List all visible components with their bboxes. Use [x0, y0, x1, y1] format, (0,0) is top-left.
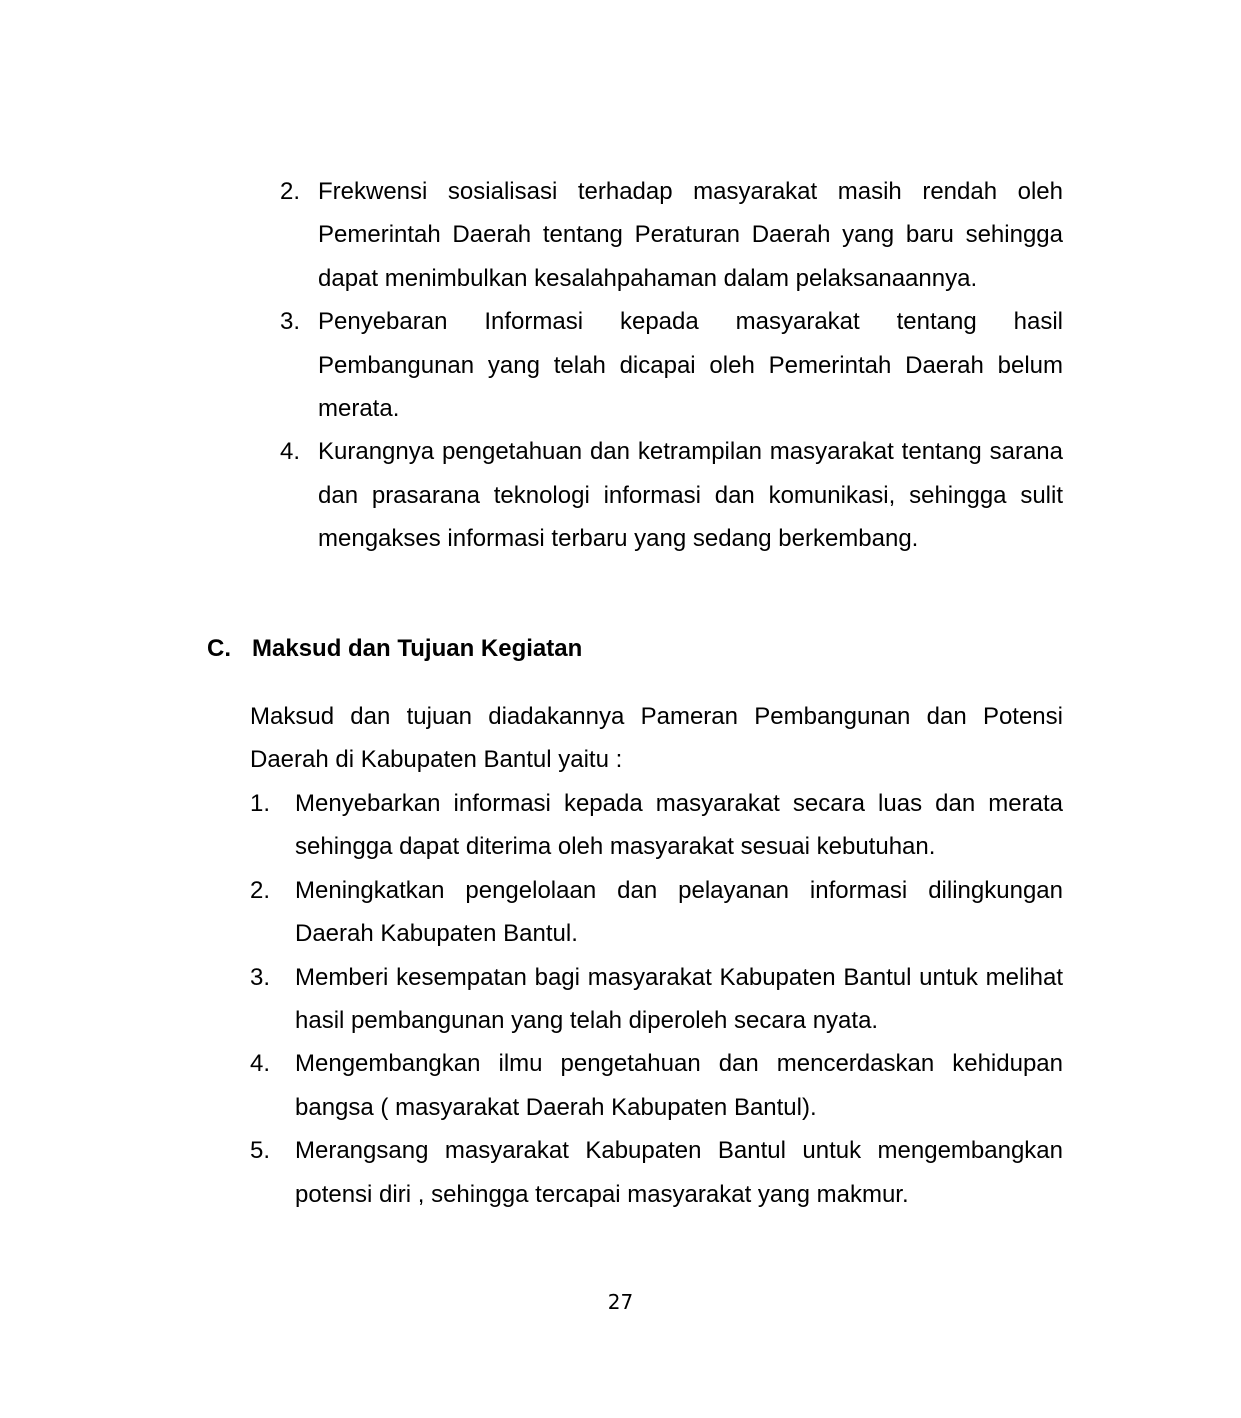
list-item-number: 1. [250, 790, 271, 817]
list-item [280, 430, 1063, 560]
list-item-text: Frekwensi sosialisasi terhadap masyarakat masih rendah oleh Pemerintah Daerah tentang Peraturan Daerah yang baru sehingga dapat menimbulkan kesalahpahaman dalam pelaksanaannya. [318, 178, 1063, 292]
list-item [250, 782, 1063, 869]
list-item [280, 300, 1063, 430]
list-item [250, 956, 1063, 1043]
list-item-number: 5. [250, 1137, 271, 1165]
list-item-number: 4. [280, 438, 301, 466]
list-item-text: Mengembangkan ilmu pengetahuan dan mencerdaskan kehidupan bangsa ( masyarakat Daerah Kabupaten Bantul). [295, 1050, 1063, 1121]
list-item [250, 1042, 1063, 1129]
list-item-text: Merangsang masyarakat Kabupaten Bantul untuk mengembangkan potensi diri , sehingga tercapai masyarakat yang makmur. [295, 1137, 1063, 1208]
list-item-text: Meningkatkan pengelolaan dan pelayanan informasi dilingkungan Daerah Kabupaten Bantul. [295, 876, 1063, 948]
section-intro-paragraph: Maksud dan tujuan diadakannya Pameran Pembangunan dan Potensi Daerah di Kabupaten Bantul yaitu : [250, 703, 1063, 774]
objectives-list [250, 782, 1063, 1216]
list-item-number: 3. [250, 963, 271, 991]
list-item-text: Kurangnya pengetahuan dan ketrampilan masyarakat tentang sarana dan prasarana teknologi informasi dan komunikasi, sehingga sulit mengakses informasi terbaru yang sedang berkembang. [318, 438, 1063, 553]
list-item-text: Penyebaran Informasi kepada masyarakat tentang hasil Pembangunan yang telah dicapai oleh Pemerintah Daerah belum merata. [318, 308, 1063, 423]
list-item [280, 170, 1063, 300]
problem-list [280, 170, 1063, 561]
list-item [250, 869, 1063, 956]
section-title: Maksud dan Tujuan Kegiatan [252, 635, 583, 662]
section-heading [207, 629, 582, 669]
list-item-text: Menyebarkan informasi kepada masyarakat secara luas dan merata sehingga dapat diterima oleh masyarakat sesuai kebutuhan. [295, 790, 1063, 861]
list-item-number: 3. [280, 308, 301, 336]
page-number: 27 [607, 1290, 634, 1314]
list-item-text: Memberi kesempatan bagi masyarakat Kabupaten Bantul untuk melihat hasil pembangunan yang telah diperoleh secara nyata. [295, 963, 1063, 1035]
list-item-number: 4. [250, 1050, 271, 1078]
section-label: C. [207, 635, 231, 662]
list-item [250, 1129, 1063, 1216]
list-item-number: 2. [280, 178, 301, 205]
list-item-number: 2. [250, 876, 271, 904]
